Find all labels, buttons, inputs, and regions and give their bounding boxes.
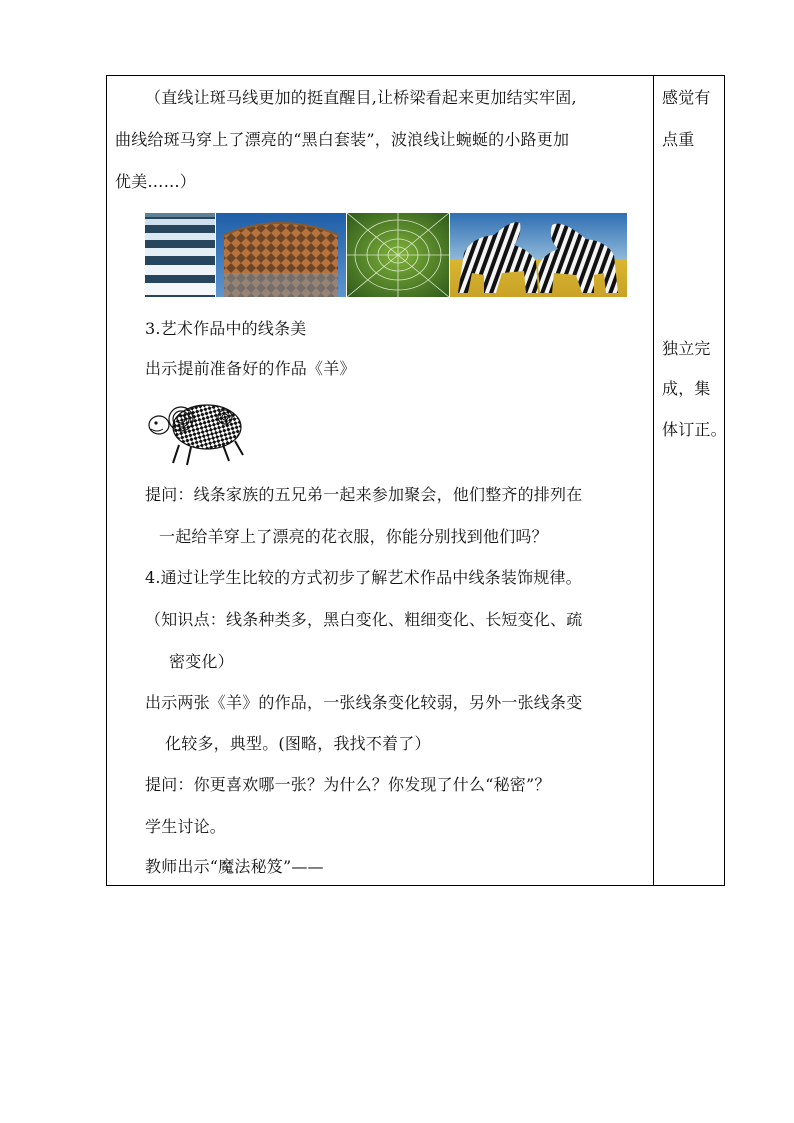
round-building-photo: [216, 213, 346, 297]
spider-web-photo: [347, 213, 449, 297]
paragraph-line-2: 曲线给斑马穿上了漂亮的“黑白套装”，波浪线让蜿蜒的小路更加: [115, 130, 570, 149]
item-4: 4.通过让学生比较的方式初步了解艺术作品中线条装饰规律。: [145, 568, 582, 587]
paragraph-line-1: （直线让斑马线更加的挺直醒目,让桥梁看起来更加结实牢固,: [145, 88, 577, 107]
example-images: [145, 213, 627, 297]
crosswalk-photo: [145, 213, 215, 297]
note-2-line-3: 体订正。: [662, 420, 727, 439]
paragraph-line-3: 优美……）: [115, 172, 197, 191]
teacher-shows: 教师出示“魔法秘笈”——: [145, 857, 324, 876]
question-2: 提问：你更喜欢哪一张？为什么？你发现了什么“秘密”？: [145, 775, 551, 794]
sheep-artwork: [145, 397, 251, 467]
question-1-line-1: 提问：线条家族的五兄弟一起来参加聚会，他们整齐的排列在: [145, 485, 583, 504]
knowledge-line-2: 密变化）: [169, 652, 234, 671]
main-column: [107, 75, 653, 885]
note-1-line-2: 点重: [662, 130, 695, 149]
show-two-line-2: 化较多，典型。(图略，我找不着了）: [165, 734, 431, 753]
show-two-line-1: 出示两张《羊》的作品，一张线条变化较弱，另外一张线条变: [145, 693, 583, 712]
note-2-line-2: 成，集: [662, 379, 711, 398]
student-discussion: 学生讨论。: [145, 817, 227, 836]
note-2-line-1: 独立完: [662, 339, 711, 358]
heading-3: 3.艺术作品中的线条美: [145, 319, 307, 338]
notes-column: [654, 75, 727, 885]
knowledge-line-1: （知识点：线条种类多，黑白变化、粗细变化、长短变化、疏: [145, 610, 583, 629]
note-1-line-1: 感觉有: [662, 88, 711, 107]
show-sheep-text: 出示提前准备好的作品《羊》: [145, 359, 356, 378]
question-1-line-2: 一起给羊穿上了漂亮的花衣服，你能分别找到他们吗？: [159, 527, 548, 546]
zebras-photo: [450, 213, 627, 297]
